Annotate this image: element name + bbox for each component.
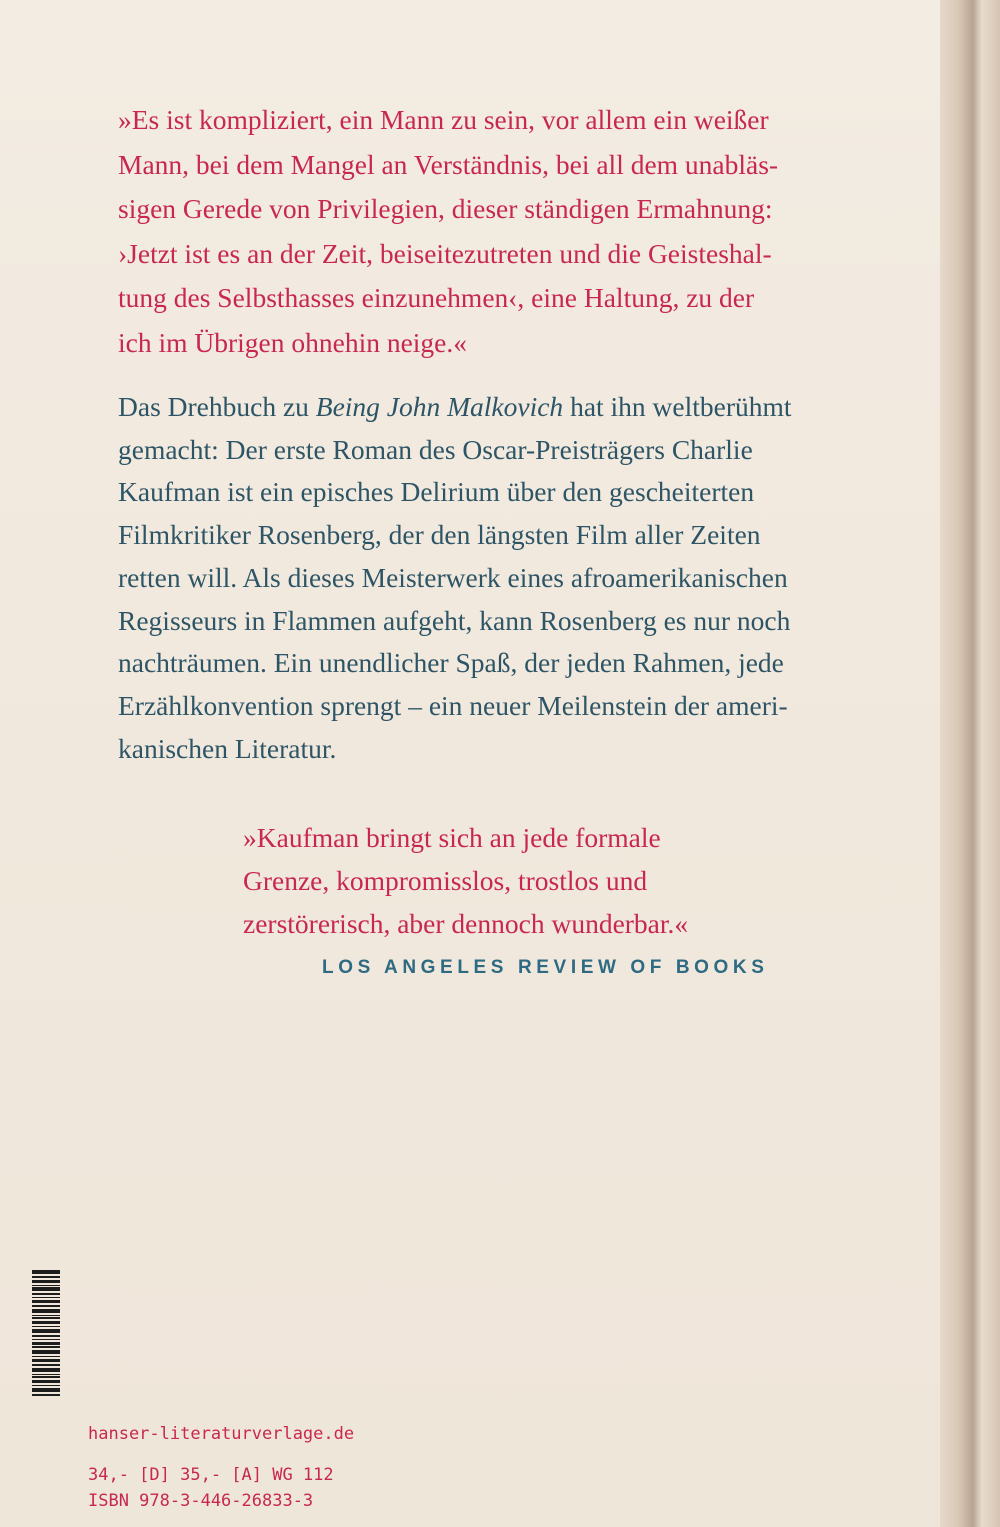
description-line: Regisseurs in Flammen aufgeht, kann Rosenberg es nur noch bbox=[118, 604, 791, 636]
publisher-url[interactable]: hanser-literaturverlage.de bbox=[88, 1424, 355, 1444]
price-info: 34,- [D] 35,- [A] WG 112 bbox=[88, 1465, 334, 1485]
book-spine bbox=[940, 0, 1000, 1527]
description-text: hat ihn weltberühmt bbox=[563, 391, 792, 422]
description-line: Filmkritiker Rosenberg, der den längsten Film aller Zeiten bbox=[118, 519, 761, 551]
book-description bbox=[118, 386, 878, 770]
description-line: kanischen Literatur. bbox=[118, 732, 337, 764]
quote-line: Mann, bei dem Mangel an Verständnis, bei all dem unabläs- bbox=[118, 148, 779, 180]
quote-line: sigen Gerede von Privilegien, dieser ständigen Ermahnung: bbox=[118, 193, 773, 224]
review-line: »Kaufman bringt sich an jede formale bbox=[243, 822, 661, 853]
review-source: LOS ANGELES REVIEW OF BOOKS bbox=[322, 957, 769, 978]
description-line bbox=[118, 386, 878, 429]
quote-line: ›Jetzt ist es an der Zeit, beiseitezutreten und die Geisteshal- bbox=[118, 237, 772, 269]
description-line: Kaufman ist ein episches Delirium über den gescheiterten bbox=[118, 476, 755, 508]
description-line: gemacht: Der erste Roman des Oscar-Preisträgers Charlie bbox=[118, 433, 753, 465]
barcode bbox=[32, 1270, 60, 1396]
description-line: nachträumen. Ein unendlicher Spaß, der jeden Rahmen, jede bbox=[118, 647, 784, 679]
review-line: Grenze, kompromisslos, trostlos und bbox=[243, 865, 648, 896]
description-text: Das Drehbuch zu bbox=[118, 391, 316, 422]
quote-line: tung des Selbsthasses einzunehmen‹, eine Haltung, zu der bbox=[118, 282, 755, 313]
film-title: Being John Malkovich bbox=[315, 391, 564, 422]
review-line: zerstörerisch, aber dennoch wunderbar.« bbox=[243, 908, 689, 939]
description-line: Erzählkonvention sprengt – ein neuer Meilenstein der ameri- bbox=[118, 689, 788, 721]
quote-line: »Es ist kompliziert, ein Mann zu sein, vor allem ein weißer bbox=[118, 104, 769, 135]
opening-quote bbox=[118, 98, 878, 365]
description-line: retten will. Als dieses Meisterwerk eines afroamerikanischen bbox=[118, 561, 788, 593]
review-quote bbox=[243, 816, 863, 945]
isbn: ISBN 978-3-446-26833-3 bbox=[88, 1491, 314, 1511]
quote-line: ich im Übrigen ohnehin neige.« bbox=[118, 326, 468, 358]
